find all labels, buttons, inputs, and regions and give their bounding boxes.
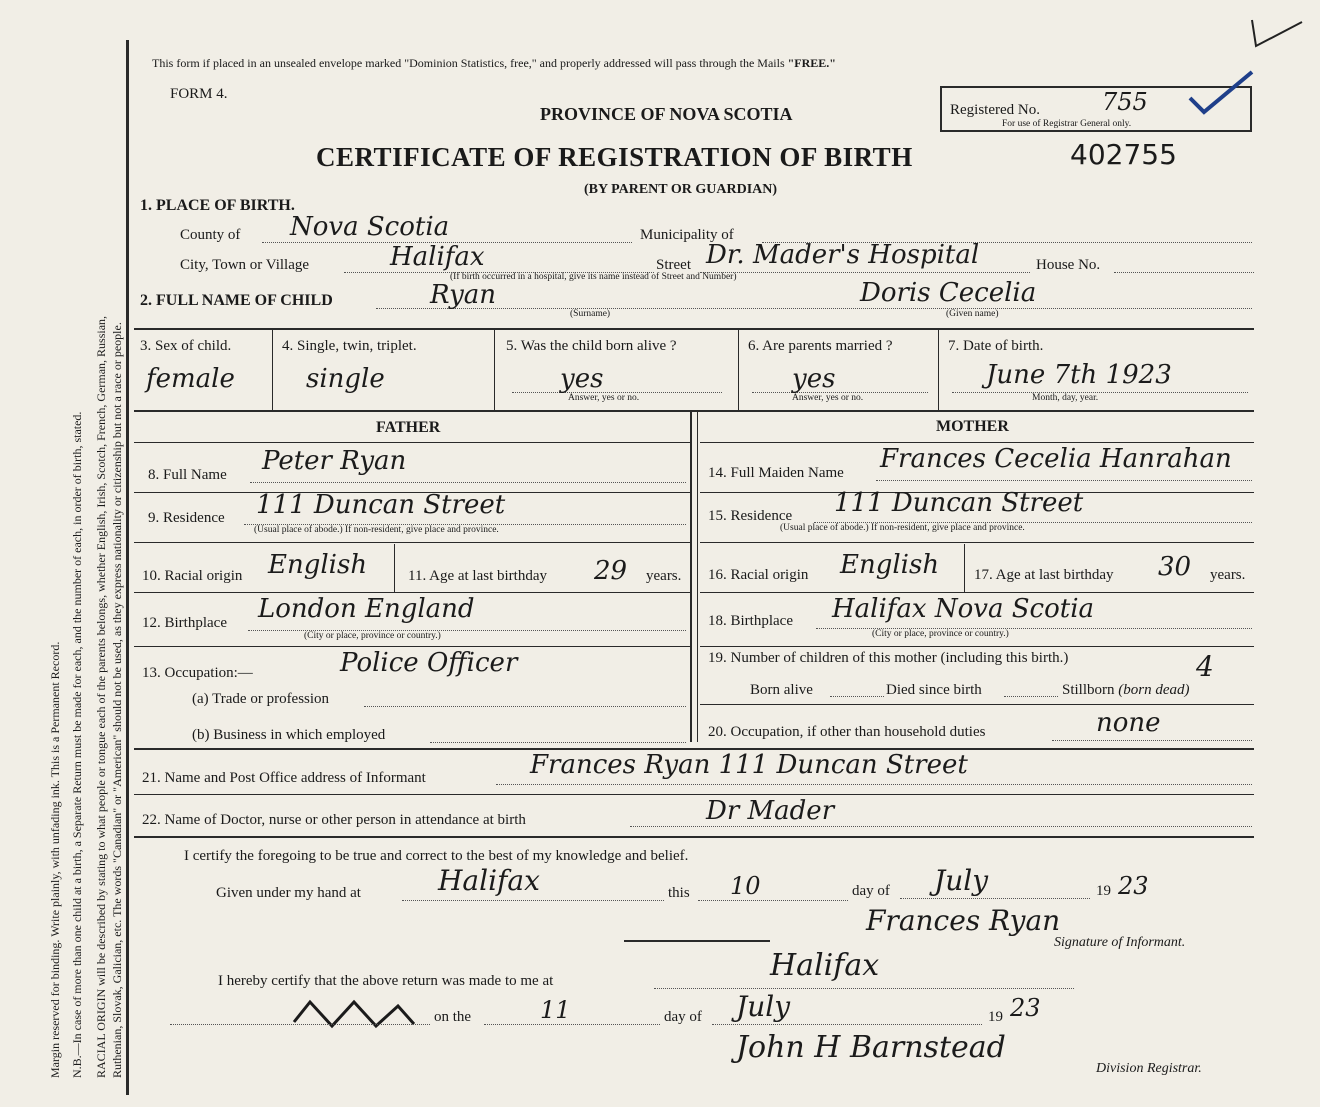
informant-label: 21. Name and Post Office address of Informant bbox=[142, 770, 426, 786]
place-of-birth-heading: 1. PLACE OF BIRTH. bbox=[140, 197, 295, 214]
mother-race-label: 16. Racial origin bbox=[708, 567, 809, 583]
margin-note-nb: N.B.—In case of more than one child at a birth, a Separate Return must be made for each, and the number of each, in order of birth, stated. bbox=[70, 411, 84, 1078]
parents-married-label: 6. Are parents married ? bbox=[748, 338, 893, 354]
year-prefix-2: 19 bbox=[988, 1009, 1003, 1025]
father-birthplace-value: London England bbox=[258, 594, 475, 624]
street-value: Dr. Mader's Hospital bbox=[706, 240, 980, 270]
children-count-label: 19. Number of children of this mother (including this birth.) bbox=[708, 650, 1069, 666]
child-name-label: 2. FULL NAME OF CHILD bbox=[140, 292, 333, 309]
parents-married-value: yes bbox=[792, 364, 836, 394]
father-birthplace-label: 12. Birthplace bbox=[142, 615, 227, 631]
form-number: FORM 4. bbox=[170, 86, 228, 102]
margin-note-racial: RACIAL ORIGIN will be described by stating to what people or tongue each of the parents belongs, whether English, Irish, Scotch, French, German, Russian, bbox=[94, 315, 108, 1078]
mother-residence-value: 111 Duncan Street bbox=[834, 488, 1084, 518]
father-trade-label: (a) Trade or profession bbox=[192, 691, 330, 707]
day-of-label: day of bbox=[852, 883, 890, 899]
sex-value: female bbox=[146, 364, 235, 394]
born-alive-label: 5. Was the child born alive ? bbox=[506, 338, 677, 354]
registrar-month: July bbox=[736, 990, 791, 1023]
county-value: Nova Scotia bbox=[290, 212, 450, 242]
doctor-value: Dr Mader bbox=[706, 796, 835, 826]
on-the-label: on the bbox=[434, 1009, 472, 1025]
mother-name-label: 14. Full Maiden Name bbox=[708, 465, 844, 481]
informant-signature: Frances Ryan bbox=[866, 904, 1061, 937]
dob-note: Month, day, year. bbox=[1032, 393, 1099, 403]
mother-heading: MOTHER bbox=[936, 418, 1009, 435]
died-since-birth-label: Died since birth bbox=[886, 682, 982, 698]
born-alive-count-label: Born alive bbox=[750, 682, 813, 698]
province-heading: PROVINCE OF NOVA SCOTIA bbox=[540, 104, 793, 124]
plurality-label: 4. Single, twin, triplet. bbox=[282, 338, 417, 354]
year-prefix-1: 19 bbox=[1096, 883, 1111, 899]
registrar-day-of-label: day of bbox=[664, 1009, 702, 1025]
mother-residence-label: 15. Residence bbox=[708, 508, 793, 524]
parents-married-note: Answer, yes or no. bbox=[792, 393, 864, 403]
registered-label: Registered No. bbox=[950, 102, 1040, 118]
mother-occupation-value: none bbox=[1096, 708, 1161, 738]
signature-of-informant-label: Signature of Informant. bbox=[1054, 935, 1186, 950]
certificate-title: CERTIFICATE OF REGISTRATION OF BIRTH bbox=[316, 142, 913, 172]
margin-note-racial-2: Ruthenian, Slovak, Galician, etc. The words "Canadian" or "American" should not be used, as they express nationality or citizenship but not a race or people. bbox=[110, 322, 124, 1078]
house-no-label: House No. bbox=[1036, 257, 1101, 273]
father-residence-label: 9. Residence bbox=[148, 510, 225, 526]
top-notice: This form if placed in an unsealed envelope marked "Dominion Statistics, free," and properly addressed will pass through the Mails "FREE." bbox=[152, 56, 836, 70]
registrar-place: Halifax bbox=[770, 948, 880, 983]
hospital-note: (If birth occurred in a hospital, give its name instead of Street and Number) bbox=[450, 272, 737, 282]
subtitle: (BY PARENT OR GUARDIAN) bbox=[584, 182, 778, 197]
check-mark-icon-corner bbox=[1246, 14, 1306, 54]
father-age-label: 11. Age at last birthday bbox=[408, 568, 547, 584]
city-value: Halifax bbox=[390, 242, 485, 272]
father-name-label: 8. Full Name bbox=[148, 467, 227, 483]
registrar-day: 11 bbox=[540, 996, 571, 1024]
stillborn-label: Stillborn (born dead) bbox=[1062, 682, 1190, 698]
city-label: City, Town or Village bbox=[180, 257, 310, 273]
children-count-value: 4 bbox=[1196, 650, 1214, 683]
informant-year: 23 bbox=[1118, 872, 1149, 900]
father-race-value: English bbox=[268, 550, 368, 580]
father-residence-note: (Usual place of abode.) If non-resident, give place and province. bbox=[254, 525, 499, 535]
informant-place: Halifax bbox=[438, 864, 540, 897]
child-given-name: Doris Cecelia bbox=[860, 278, 1037, 308]
father-age-unit: years. bbox=[646, 568, 682, 584]
this-label: this bbox=[668, 885, 690, 901]
father-name-value: Peter Ryan bbox=[262, 446, 407, 476]
margin-rule bbox=[126, 40, 129, 1095]
father-birthplace-note: (City or place, province or country.) bbox=[304, 631, 441, 641]
mother-age-value: 30 bbox=[1158, 552, 1192, 582]
given-name-label: (Given name) bbox=[946, 309, 999, 319]
dob-label: 7. Date of birth. bbox=[948, 338, 1044, 354]
mother-name-value: Frances Cecelia Hanrahan bbox=[880, 444, 1232, 474]
father-race-label: 10. Racial origin bbox=[142, 568, 243, 584]
doctor-label: 22. Name of Doctor, nurse or other person in attendance at birth bbox=[142, 812, 526, 828]
margin-note-binding: Margin reserved for binding. Write plainly, with unfading ink. This is a Permanent Record. bbox=[48, 641, 62, 1078]
child-surname: Ryan bbox=[430, 280, 497, 310]
informant-certification: I certify the foregoing to be true and correct to the best of my knowledge and belief. bbox=[184, 848, 689, 864]
mother-birthplace-note: (City or place, province or country.) bbox=[872, 629, 1009, 639]
mother-birthplace-label: 18. Birthplace bbox=[708, 613, 793, 629]
registrar-certification: I hereby certify that the above return was made to me at bbox=[218, 973, 554, 989]
division-registrar-label: Division Registrar. bbox=[1096, 1061, 1202, 1076]
mother-race-value: English bbox=[840, 550, 940, 580]
father-age-value: 29 bbox=[594, 556, 628, 586]
surname-label: (Surname) bbox=[570, 309, 611, 319]
father-occupation-label: 13. Occupation:— bbox=[142, 665, 253, 681]
registrar-year: 23 bbox=[1010, 994, 1041, 1022]
mother-residence-note: (Usual place of abode.) If non-resident, give place and province. bbox=[780, 523, 1025, 533]
mother-age-label: 17. Age at last birthday bbox=[974, 567, 1114, 583]
informant-day: 10 bbox=[730, 872, 761, 900]
born-alive-value: yes bbox=[560, 364, 604, 394]
registered-note: For use of Registrar General only. bbox=[1002, 119, 1132, 129]
mother-birthplace-value: Halifax Nova Scotia bbox=[832, 594, 1095, 624]
father-business-label: (b) Business in which employed bbox=[192, 727, 386, 743]
sex-label: 3. Sex of child. bbox=[140, 338, 232, 354]
municipality-label: Municipality of bbox=[640, 227, 734, 243]
plurality-value: single bbox=[306, 364, 385, 394]
county-label: County of bbox=[180, 227, 241, 243]
father-occupation-value: Police Officer bbox=[340, 648, 518, 678]
mother-age-unit: years. bbox=[1210, 567, 1246, 583]
father-residence-value: 111 Duncan Street bbox=[256, 490, 506, 520]
registered-number: 755 bbox=[1102, 88, 1148, 116]
registrar-place-scrawl bbox=[290, 996, 420, 1032]
informant-value: Frances Ryan 111 Duncan Street bbox=[530, 750, 968, 780]
born-alive-note: Answer, yes or no. bbox=[568, 393, 640, 403]
registrar-signature: John H Barnstead bbox=[736, 1030, 1006, 1065]
check-mark-icon bbox=[1186, 68, 1256, 118]
mother-occupation-label: 20. Occupation, if other than household duties bbox=[708, 724, 986, 740]
dob-value: June 7th 1923 bbox=[986, 360, 1172, 390]
given-under-hand-label: Given under my hand at bbox=[216, 885, 361, 901]
street-label: Street bbox=[656, 257, 691, 273]
certificate-number: 402755 bbox=[1070, 138, 1177, 171]
informant-month: July bbox=[934, 864, 989, 897]
father-heading: FATHER bbox=[376, 419, 441, 436]
